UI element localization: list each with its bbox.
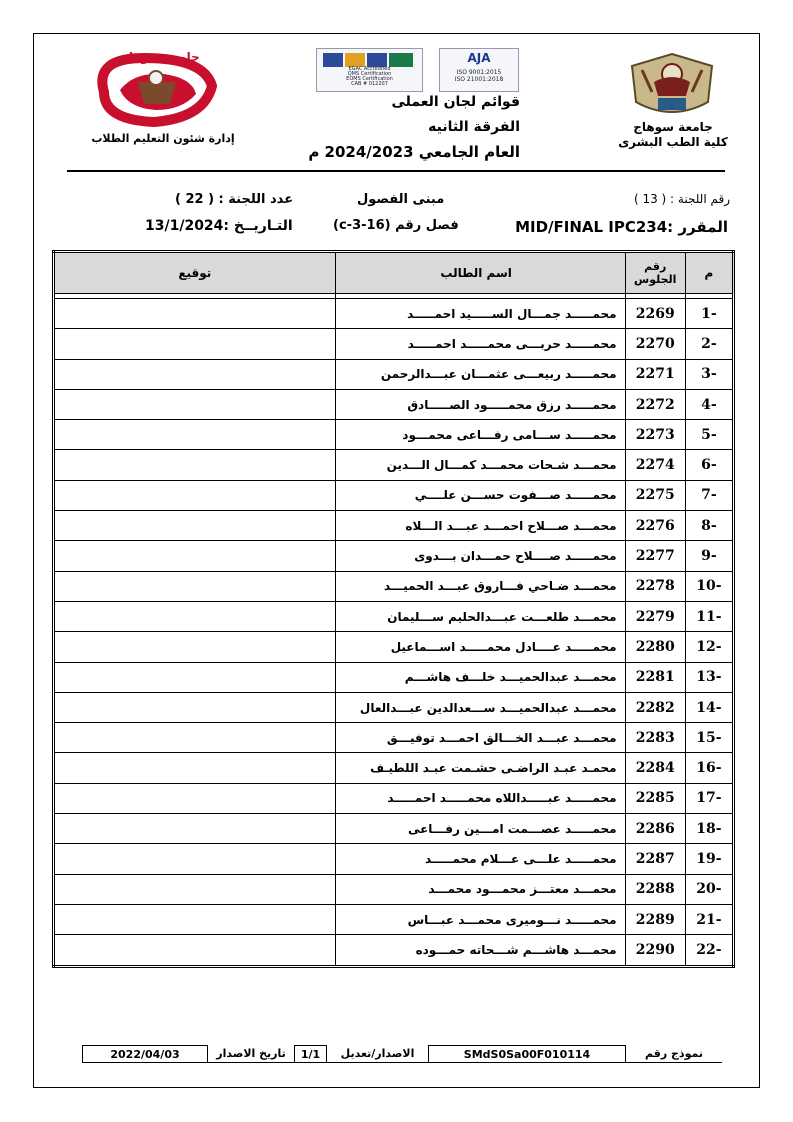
row-signature[interactable] [54, 935, 336, 966]
row-index: -15 [685, 723, 733, 753]
row-student-name: محمـــــد عصـــمت امـــين رفـــاعى [335, 814, 625, 844]
row-seat-number: 2284 [625, 753, 685, 783]
row-seat-number: 2276 [625, 511, 685, 541]
header-name: اسم الطالب [335, 252, 625, 294]
row-signature[interactable] [54, 692, 336, 722]
students-table [52, 250, 735, 968]
header-signature: توقيع [54, 252, 336, 294]
row-student-name: محمـــد عبدالحميـــد ســـعدالدين عبـــدالعال [335, 692, 625, 722]
row-signature[interactable] [54, 723, 336, 753]
form-label: نموذج رقم [626, 1046, 723, 1063]
table-row [54, 844, 734, 874]
row-signature[interactable] [54, 329, 336, 359]
header-index: م [685, 252, 733, 294]
row-index: -7 [685, 480, 733, 510]
row-index: -16 [685, 753, 733, 783]
table-row [54, 601, 734, 631]
row-student-name: محمـــد طلعـــت عبـــدالحليم ســـليمان [335, 601, 625, 631]
row-index: -18 [685, 814, 733, 844]
document-title [290, 90, 520, 165]
row-student-name: محمـــد هاشـــم شـــحاته حمـــوده [335, 935, 625, 966]
row-index: -6 [685, 450, 733, 480]
aja-cert-logo [439, 48, 519, 92]
row-index: -22 [685, 935, 733, 966]
version-label: الاصدار/تعديل [327, 1046, 429, 1063]
row-seat-number: 2271 [625, 359, 685, 389]
row-signature[interactable] [54, 844, 336, 874]
row-signature[interactable] [54, 511, 336, 541]
committee-count: عدد اللجنة : ( 22 ) [175, 192, 294, 207]
table-row [54, 935, 734, 966]
row-student-name: محمـــــد رزق محمـــــود الصـــــادق [335, 389, 625, 419]
row-index: -1 [685, 299, 733, 329]
row-signature[interactable] [54, 662, 336, 692]
row-seat-number: 2274 [625, 450, 685, 480]
row-student-name: محمـــــد ســـامى رفـــاعى محمـــود [335, 420, 625, 450]
row-student-name: محمـــد ضـاحي فـــاروق عبـــد الحميـــد [335, 571, 625, 601]
row-index: -13 [685, 662, 733, 692]
row-student-name: محمـــد شـحات محمـــد كمـــال الـــدين [335, 450, 625, 480]
table-row [54, 662, 734, 692]
row-index: -5 [685, 420, 733, 450]
document-footer [82, 1045, 722, 1063]
table-row [54, 874, 734, 904]
title-line-1: قوائم لجان العملى [391, 94, 520, 110]
row-student-name: محمـــــد صــــلاح حمـــدان بـــدوى [335, 541, 625, 571]
row-seat-number: 2278 [625, 571, 685, 601]
building-name: مبنى الفصول [357, 192, 445, 207]
row-index: -3 [685, 359, 733, 389]
table-row [54, 389, 734, 419]
table-row [54, 814, 734, 844]
faculty-name: كلية الطب البشرى [618, 135, 728, 149]
issue-date-label: تاريخ الاصدار [208, 1046, 295, 1063]
row-index: -17 [685, 783, 733, 813]
row-student-name: محمـــد معتـــز محمـــود محمـــد [335, 874, 625, 904]
issue-date: 2022/04/03 [83, 1046, 208, 1063]
aja-text-1: AJA [467, 51, 491, 65]
row-signature[interactable] [54, 571, 336, 601]
row-student-name: محمـــــد عبـــــداللاه محمـــــد احمـــــد [335, 783, 625, 813]
table-row [54, 359, 734, 389]
table-row [54, 723, 734, 753]
row-index: -20 [685, 874, 733, 904]
egac-text-5: CAB # 012207 [351, 81, 388, 87]
row-signature[interactable] [54, 874, 336, 904]
row-signature[interactable] [54, 359, 336, 389]
row-seat-number: 2280 [625, 632, 685, 662]
header-divider [67, 170, 725, 172]
row-index: -11 [685, 601, 733, 631]
committee-number: رقم اللجنة : ( 13 ) [633, 192, 730, 206]
row-student-name: محمـد عبـد الراضـى حشـمت عبـد اللطيـف [335, 753, 625, 783]
row-seat-number: 2287 [625, 844, 685, 874]
row-student-name: محمـــــد حربـــى محمـــــد احمـــــد [335, 329, 625, 359]
row-signature[interactable] [54, 783, 336, 813]
title-line-3: العام الجامعي 2024/2023 م [308, 143, 520, 161]
table-row [54, 692, 734, 722]
row-student-name: محمـــد صـــلاح احمـــد عبـــد الـــلاه [335, 511, 625, 541]
row-student-name: محمـــــد صـــفوت حســـن علــــي [335, 480, 625, 510]
department-name: إدارة شئون التعليم الطلاب [91, 132, 235, 145]
row-seat-number: 2288 [625, 874, 685, 904]
department-logo [84, 48, 228, 128]
row-seat-number: 2283 [625, 723, 685, 753]
row-index: -19 [685, 844, 733, 874]
row-seat-number: 2285 [625, 783, 685, 813]
row-seat-number: 2289 [625, 904, 685, 934]
row-student-name: محمـــــد علـــى عـــلام محمـــــد [335, 844, 625, 874]
header-seat: رقم الجلوس [625, 252, 685, 294]
egac-text-2: Accredited [363, 66, 391, 72]
row-seat-number: 2290 [625, 935, 685, 966]
row-seat-number: 2277 [625, 541, 685, 571]
exam-date: التـاريــخ :13/1/2024 [145, 218, 293, 234]
title-line-2: الفرقة الثانيه [428, 119, 520, 135]
table-row [54, 450, 734, 480]
row-index: -2 [685, 329, 733, 359]
row-signature[interactable] [54, 480, 336, 510]
row-index: -10 [685, 571, 733, 601]
table-header-row [54, 252, 734, 294]
university-logo [628, 52, 716, 120]
row-seat-number: 2269 [625, 299, 685, 329]
egac-cert-logo [316, 48, 423, 92]
table-row [54, 632, 734, 662]
form-number: SMdS0Sa00F010114 [429, 1046, 626, 1063]
row-signature[interactable] [54, 389, 336, 419]
row-student-name: محمـــد عبدالحميـــد خلـــف هاشـــم [335, 662, 625, 692]
course-code: المقرر :MID/FINAL IPC234 [515, 218, 728, 236]
row-index: -9 [685, 541, 733, 571]
table-row [54, 420, 734, 450]
row-signature[interactable] [54, 601, 336, 631]
university-name-block [618, 120, 728, 150]
row-signature[interactable] [54, 753, 336, 783]
row-seat-number: 2279 [625, 601, 685, 631]
row-signature[interactable] [54, 814, 336, 844]
row-signature[interactable] [54, 632, 336, 662]
version-value: 1/1 [295, 1046, 327, 1063]
row-student-name: محمـــــد عــــادل محمـــــد اســـماعيل [335, 632, 625, 662]
table-row [54, 904, 734, 934]
row-student-name: محمـــــد ربيعـــى عثمـــان عبـــدالرحمن [335, 359, 625, 389]
row-student-name: محمـــــد جمـــال الســـــيد احمـــــد [335, 299, 625, 329]
row-signature[interactable] [54, 299, 336, 329]
university-name: جامعة سوهاج [633, 120, 713, 134]
table-row [54, 783, 734, 813]
table-row [54, 299, 734, 329]
table-row [54, 541, 734, 571]
aja-text-3: ISO 21001:2018 [454, 76, 504, 83]
row-student-name: محمـــــد نـــوميرى محمـــد عبـــاس [335, 904, 625, 934]
row-index: -4 [685, 389, 733, 419]
row-index: -12 [685, 632, 733, 662]
row-seat-number: 2272 [625, 389, 685, 419]
row-seat-number: 2270 [625, 329, 685, 359]
aja-text-2: ISO 9001:2015 [456, 69, 502, 76]
table-row [54, 329, 734, 359]
table-row [54, 571, 734, 601]
table-row [54, 480, 734, 510]
egac-text-4: EOMS Certification [346, 76, 393, 82]
row-index: -21 [685, 904, 733, 934]
table-row [54, 511, 734, 541]
row-seat-number: 2282 [625, 692, 685, 722]
row-seat-number: 2273 [625, 420, 685, 450]
row-signature[interactable] [54, 420, 336, 450]
row-index: -8 [685, 511, 733, 541]
table-row [54, 753, 734, 783]
row-signature[interactable] [54, 904, 336, 934]
classroom: فصل رقم (16-3-c) [333, 218, 459, 233]
row-signature[interactable] [54, 450, 336, 480]
left-logo-text: جامعة سوهاج [120, 50, 200, 64]
egac-text-3: QMS Certification [347, 71, 392, 77]
row-student-name: محمـــد عبـــد الخـــالق احمـــد توفيـــق [335, 723, 625, 753]
row-index: -14 [685, 692, 733, 722]
row-signature[interactable] [54, 541, 336, 571]
egac-text-1: EGAC [348, 66, 363, 72]
row-seat-number: 2286 [625, 814, 685, 844]
row-seat-number: 2281 [625, 662, 685, 692]
row-seat-number: 2275 [625, 480, 685, 510]
